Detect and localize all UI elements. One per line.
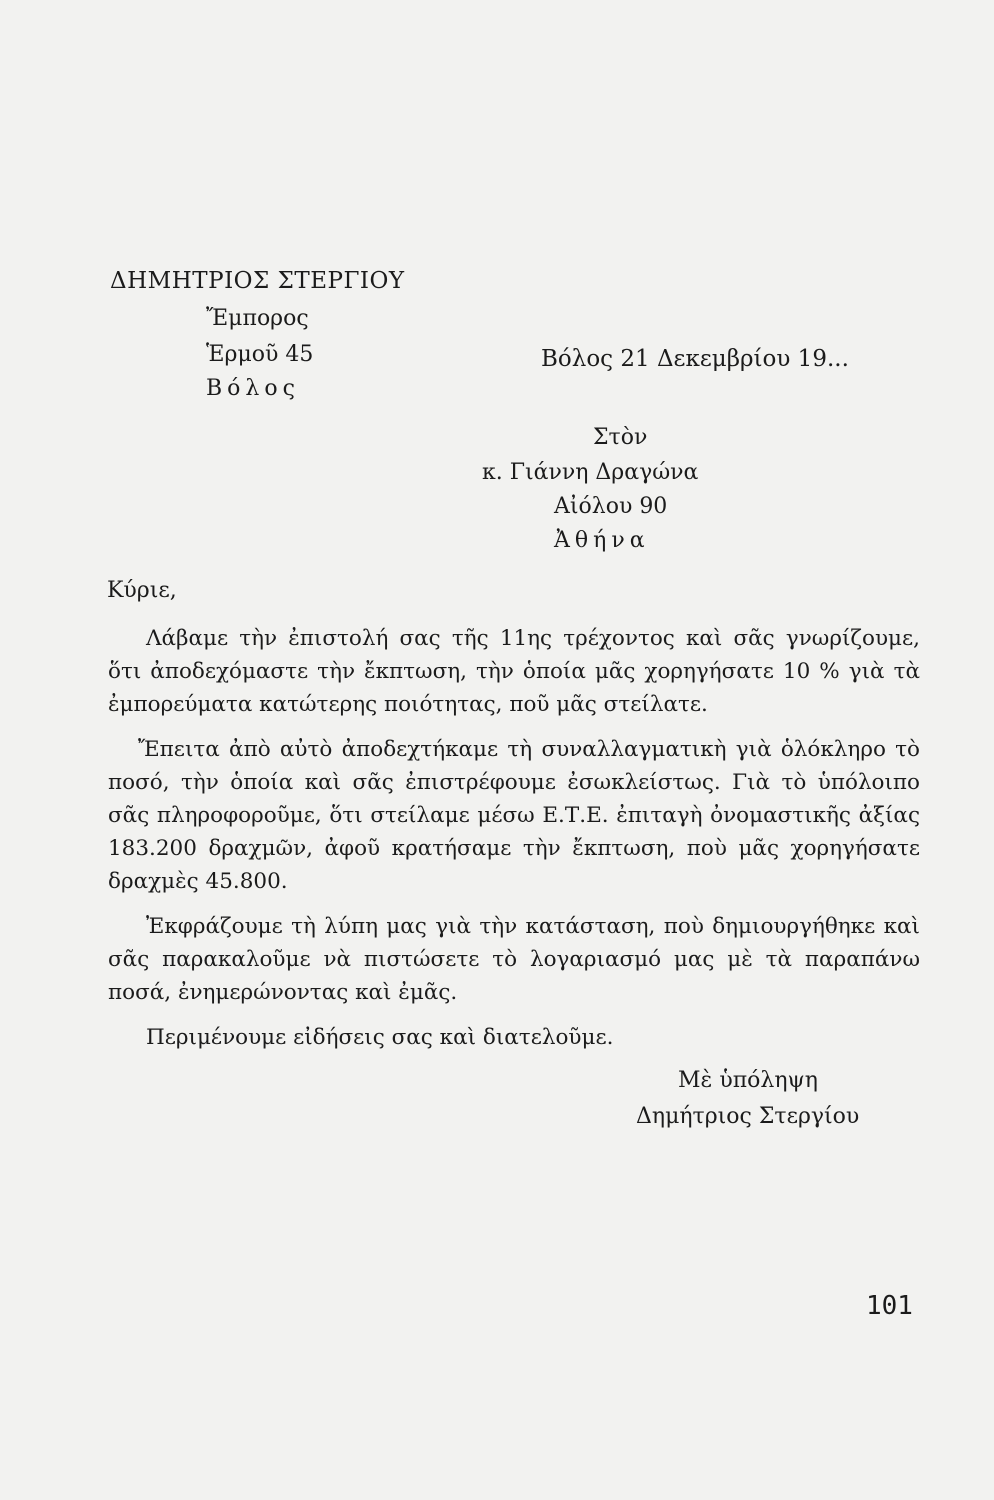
place-date: Βόλος 21 Δεκεμβρίου 19... [541,346,849,372]
sign-off: Μὲ ὑπόληψη [678,1068,818,1093]
sender-name: ΔΗΜΗΤΡΙΟΣ ΣΤΕΡΓΙΟΥ [110,268,405,294]
recipient-to: Στὸν [593,425,648,450]
recipient-name: κ. Γιάννη Δραγώνα [482,460,699,485]
body-paragraph: Ἔπειτα ἀπὸ αὐτὸ ἀποδεχτήκαμε τὴ συναλλαγματικὴ γιὰ ὁλόκληρο τὸ ποσό, τὴν ὁποία καὶ σᾶς ἐπιστρέφουμε ἐσωκλείστως. Γιὰ τὸ ὑπόλοιπο σᾶς πληροφοροῦμε, ὅτι στείλαμε μέσω Ε.Τ.Ε. ἐπιταγὴ ὀνομαστικῆς ἀξίας 183.200 δραχμῶν, ἀφοῦ κρατήσαμε τὴν ἔκπτωση, ποὺ μᾶς χορηγήσατε δραχμὲς 45.800. [108,737,920,894]
letter-body [108,622,920,1066]
body-paragraph: Λάβαμε τὴν ἐπιστολή σας τῆς 11ης τρέχοντος καὶ σᾶς γνωρίζουμε, ὅτι ἀποδεχόμαστε τὴν ἔκπτωση, τὴν ὁποία μᾶς χορηγήσατε 10 % γιὰ τὰ ἐμπορεύματα κατώτερης ποιότητας, ποῦ μᾶς στείλατε. [108,626,920,717]
sender-city: Βόλος [206,376,300,401]
recipient-city: Ἀθήνα [554,528,650,553]
closing-paragraph: Περιμένουμε εἰδήσεις σας καὶ διατελοῦμε. [146,1025,614,1050]
sender-occupation: Ἔμπορος [206,306,309,331]
body-paragraph: Ἐκφράζουμε τὴ λύπη μας γιὰ τὴν κατάσταση, ποὺ δημιουργήθηκε καὶ σᾶς παρακαλοῦμε νὰ πιστώσετε τὸ λογαριασμό μας μὲ τὰ παραπάνω ποσά, ἐνημερώνοντας καὶ ἐμᾶς. [108,914,920,1005]
page-number: 101 [866,1291,913,1321]
signature-name: Δημήτριος Στεργίου [636,1104,860,1129]
salutation: Κύριε, [107,578,177,603]
sender-address: Ἑρμοῦ 45 [206,342,314,367]
recipient-address: Αἰόλου 90 [554,494,668,519]
